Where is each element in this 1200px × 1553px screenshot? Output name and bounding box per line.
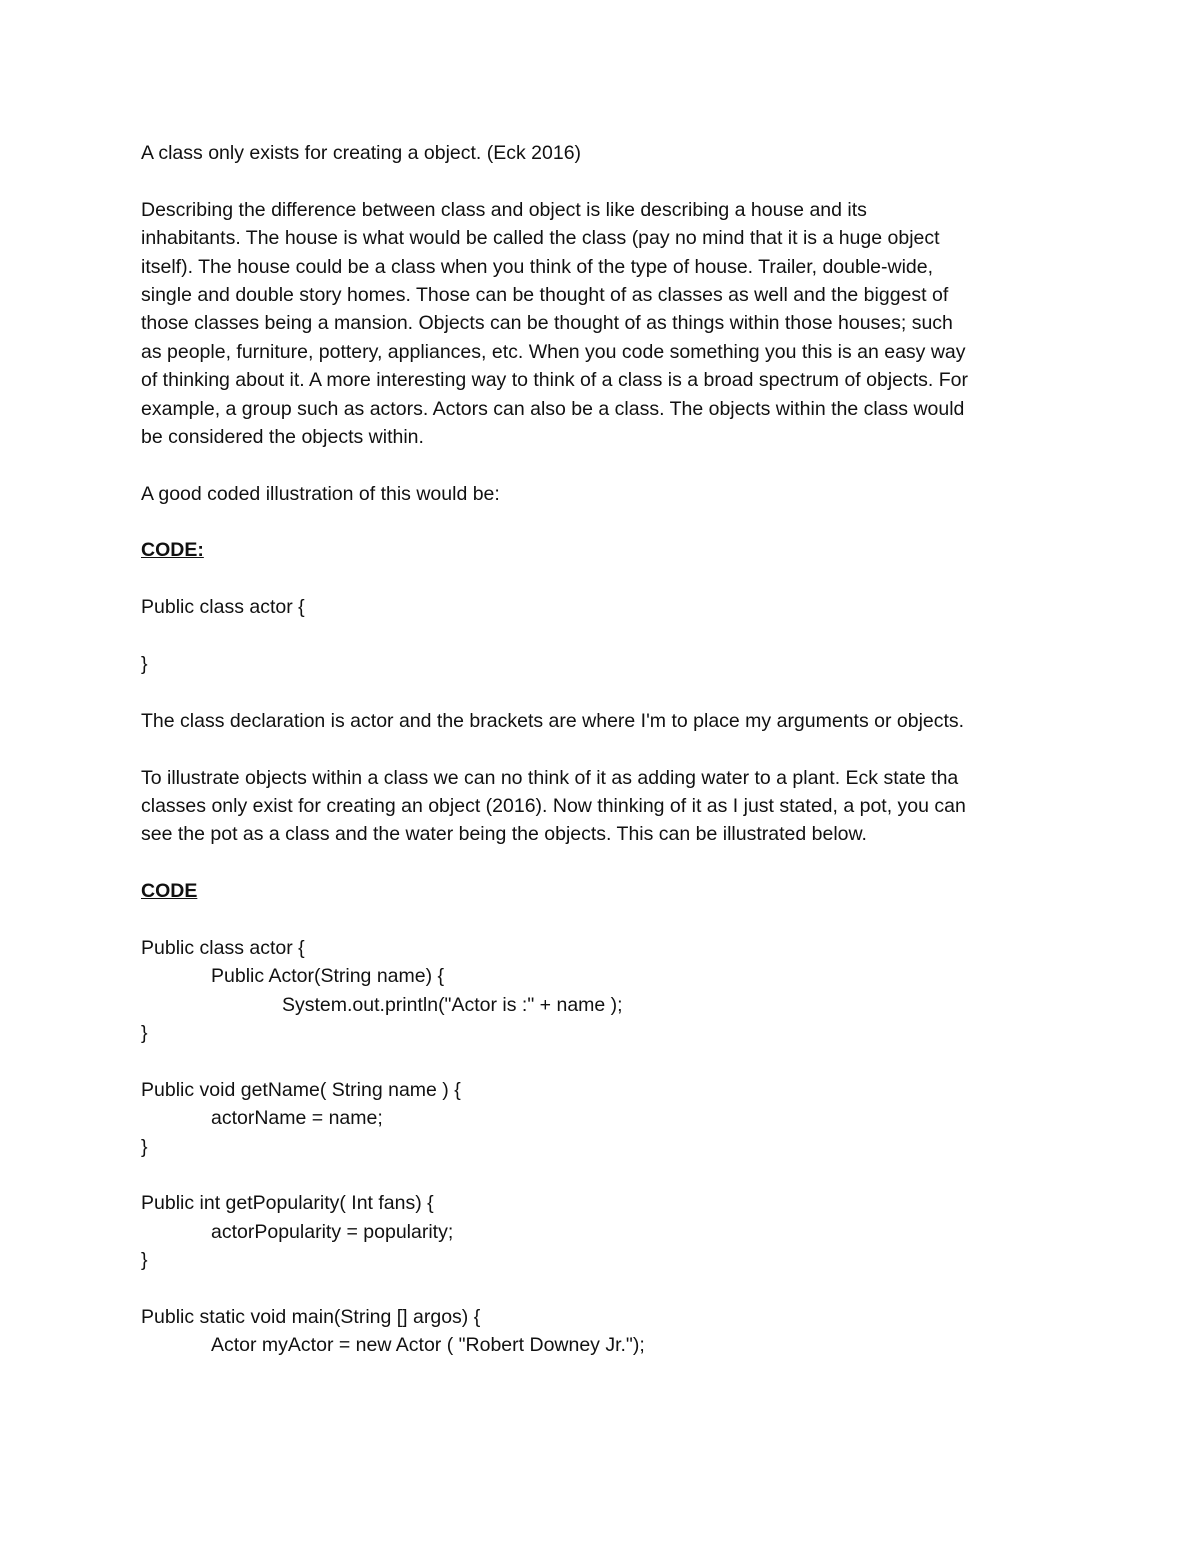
- paragraph-line: To illustrate objects within a class we can no think of it as adding water to a plant. Eck state tha: [141, 766, 959, 789]
- paragraph-line: single and double story homes. Those can be thought of as classes as well and the biggest of: [141, 283, 949, 306]
- code-line: actorName = name;: [211, 1107, 383, 1130]
- paragraph-class-vs-object: [141, 196, 1060, 452]
- paragraph-line: Describing the difference between class and object is like describing a house and its: [141, 198, 867, 221]
- paragraph-line: those classes being a mansion. Objects can be thought of as things within those houses; such: [141, 312, 953, 335]
- code-line: }: [141, 1022, 148, 1045]
- paragraph-line: itself). The house could be a class when you think of the type of house. Trailer, double-wide,: [141, 255, 934, 278]
- spacer: [141, 451, 1060, 479]
- spacer: [141, 735, 1060, 763]
- code-heading-2: CODE: [141, 880, 198, 903]
- spacer: [141, 565, 1060, 593]
- code-line: actorPopularity = popularity;: [211, 1220, 454, 1243]
- spacer: [141, 1275, 1060, 1303]
- lead-in-sentence: A good coded illustration of this would be:: [141, 482, 500, 505]
- code-line: Public int getPopularity( Int fans) {: [141, 1192, 434, 1215]
- spacer: [141, 508, 1060, 536]
- code-line: }: [141, 653, 148, 676]
- code-line: Actor myActor = new Actor ( "Robert Downey Jr.");: [211, 1334, 645, 1357]
- spacer: [141, 849, 1060, 877]
- paragraph-line: as people, furniture, pottery, appliances, etc. When you code something you this is an easy way: [141, 340, 966, 363]
- code-line: Public class actor {: [141, 936, 305, 959]
- spacer: [141, 906, 1060, 934]
- spacer: [141, 1161, 1060, 1189]
- spacer: [141, 622, 1060, 650]
- code-heading-1: CODE:: [141, 539, 204, 562]
- code-line: Public class actor {: [141, 596, 305, 619]
- paragraph-pot-analogy: [141, 764, 1060, 849]
- code-line: }: [141, 1135, 148, 1158]
- code-line: }: [141, 1249, 148, 1272]
- paragraph-line: see the pot as a class and the water being the objects. This can be illustrated below.: [141, 823, 867, 846]
- code-snippet-1: [141, 593, 1060, 678]
- paragraph-line: of thinking about it. A more interesting way to think of a class is a broad spectrum of objects. For: [141, 369, 968, 392]
- code-line: Public void getName( String name ) {: [141, 1078, 461, 1101]
- code-snippet-2: [141, 934, 1060, 1360]
- spacer: [141, 1048, 1060, 1076]
- intro-sentence: A class only exists for creating a object. (Eck 2016): [141, 142, 582, 164]
- spacer: [141, 678, 1060, 706]
- code-line: System.out.println("Actor is :" + name );: [282, 993, 623, 1016]
- code-line: Public static void main(String [] argos) {: [141, 1306, 481, 1329]
- paragraph-line: be considered the objects within.: [141, 425, 424, 448]
- paragraph-line: inhabitants. The house is what would be called the class (pay no mind that it is a huge object: [141, 227, 940, 250]
- code-line: Public Actor(String name) {: [211, 965, 445, 988]
- explanation-sentence: The class declaration is actor and the brackets are where I'm to place my arguments or objects.: [141, 709, 965, 732]
- paragraph-line: classes only exist for creating an object (2016). Now thinking of it as I just stated, a pot, you can: [141, 794, 966, 817]
- spacer: [141, 167, 1060, 195]
- paragraph-line: example, a group such as actors. Actors can also be a class. The objects within the class would: [141, 397, 965, 420]
